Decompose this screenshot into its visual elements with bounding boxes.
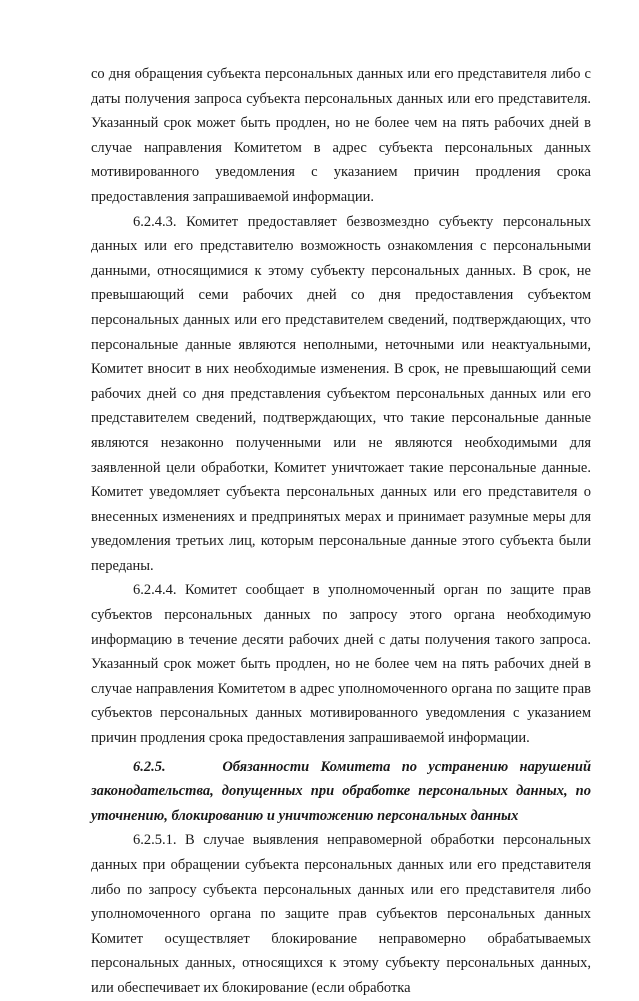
section-number: 6.2.5. bbox=[133, 758, 166, 775]
paragraph-6-2-4-4 bbox=[91, 578, 591, 750]
paragraph-continuation bbox=[91, 62, 591, 210]
paragraph-text: со дня обращения субъекта персональных данных или его представителя либо с даты получения запроса субъекта персональных данных или его представителя. Указанный срок может быть продлен, но не более чем на пять рабочих дней в случае направления Комитетом в адрес субъекта персональных данных мотивированного уведомления с указанием причин продления срока предоставления запрашиваемой информации. bbox=[91, 66, 591, 205]
paragraph-6-2-4-3 bbox=[91, 210, 591, 579]
section-number: 6.2.5.1. bbox=[133, 832, 177, 849]
paragraph-text: Комитет предоставляет безвозмездно субъекту персональных данных или его представителю возможность ознакомления с персональными данными, относящимися к этому субъекту персональных данных. В срок, не превышающий семи рабочих дней со дня предоставления субъектом персональных данных или его представителем сведений, подтверждающих, что персональные данные являются неполными, неточными или неактуальными, Комитет вносит в них необходимые изменения. В срок, не превышающий семи рабочих дней со дня представления субъектом персональных данных или его представителем сведений, подтверждающих, что такие персональные данные являются незаконно полученными или не являются необходимыми для заявленной цели обработки, Комитет уничтожает такие персональные данные. Комитет уведомляет субъекта персональных данных или его представителя о внесенных изменениях и предпринятых мерах и принимает разумные меры для уведомления третьих лиц, которым персональные данные этого субъекта были переданы. bbox=[91, 213, 591, 574]
section-number: 6.2.4.3. bbox=[133, 213, 177, 230]
section-number: 6.2.4.4. bbox=[133, 582, 177, 599]
section-heading-6-2-5 bbox=[91, 755, 591, 829]
paragraph-text: В случае выявления неправомерной обработки персональных данных при обращении субъекта персональных данных или его представителя либо по запросу субъекта персональных данных или его представителя либо уполномоченного органа по защите прав субъектов персональных данных Комитет осуществляет блокирование неправомерно обрабатываемых персональных данных, относящихся к этому субъекту персональных данных, или обеспечивает их блокирование (если обработка bbox=[91, 832, 591, 996]
paragraph-text: Комитет сообщает в уполномоченный орган по защите прав субъектов персональных данных по запросу этого органа необходимую информацию в течение десяти рабочих дней с даты получения такого запроса. Указанный срок может быть продлен, но не более чем на пять рабочих дней в случае направления Комитетом в адрес уполномоченного органа по защите прав субъектов персональных данных мотивированного уведомления с указанием причин продления срока предоставления запрашиваемой информации. bbox=[91, 582, 591, 747]
paragraph-6-2-5-1 bbox=[91, 828, 591, 1000]
section-heading-text: Обязанности Комитета по устранению нарушений законодательства, допущенных при обработке персональных данных, по уточнению, блокированию и уничтожению персональных данных bbox=[91, 758, 592, 824]
